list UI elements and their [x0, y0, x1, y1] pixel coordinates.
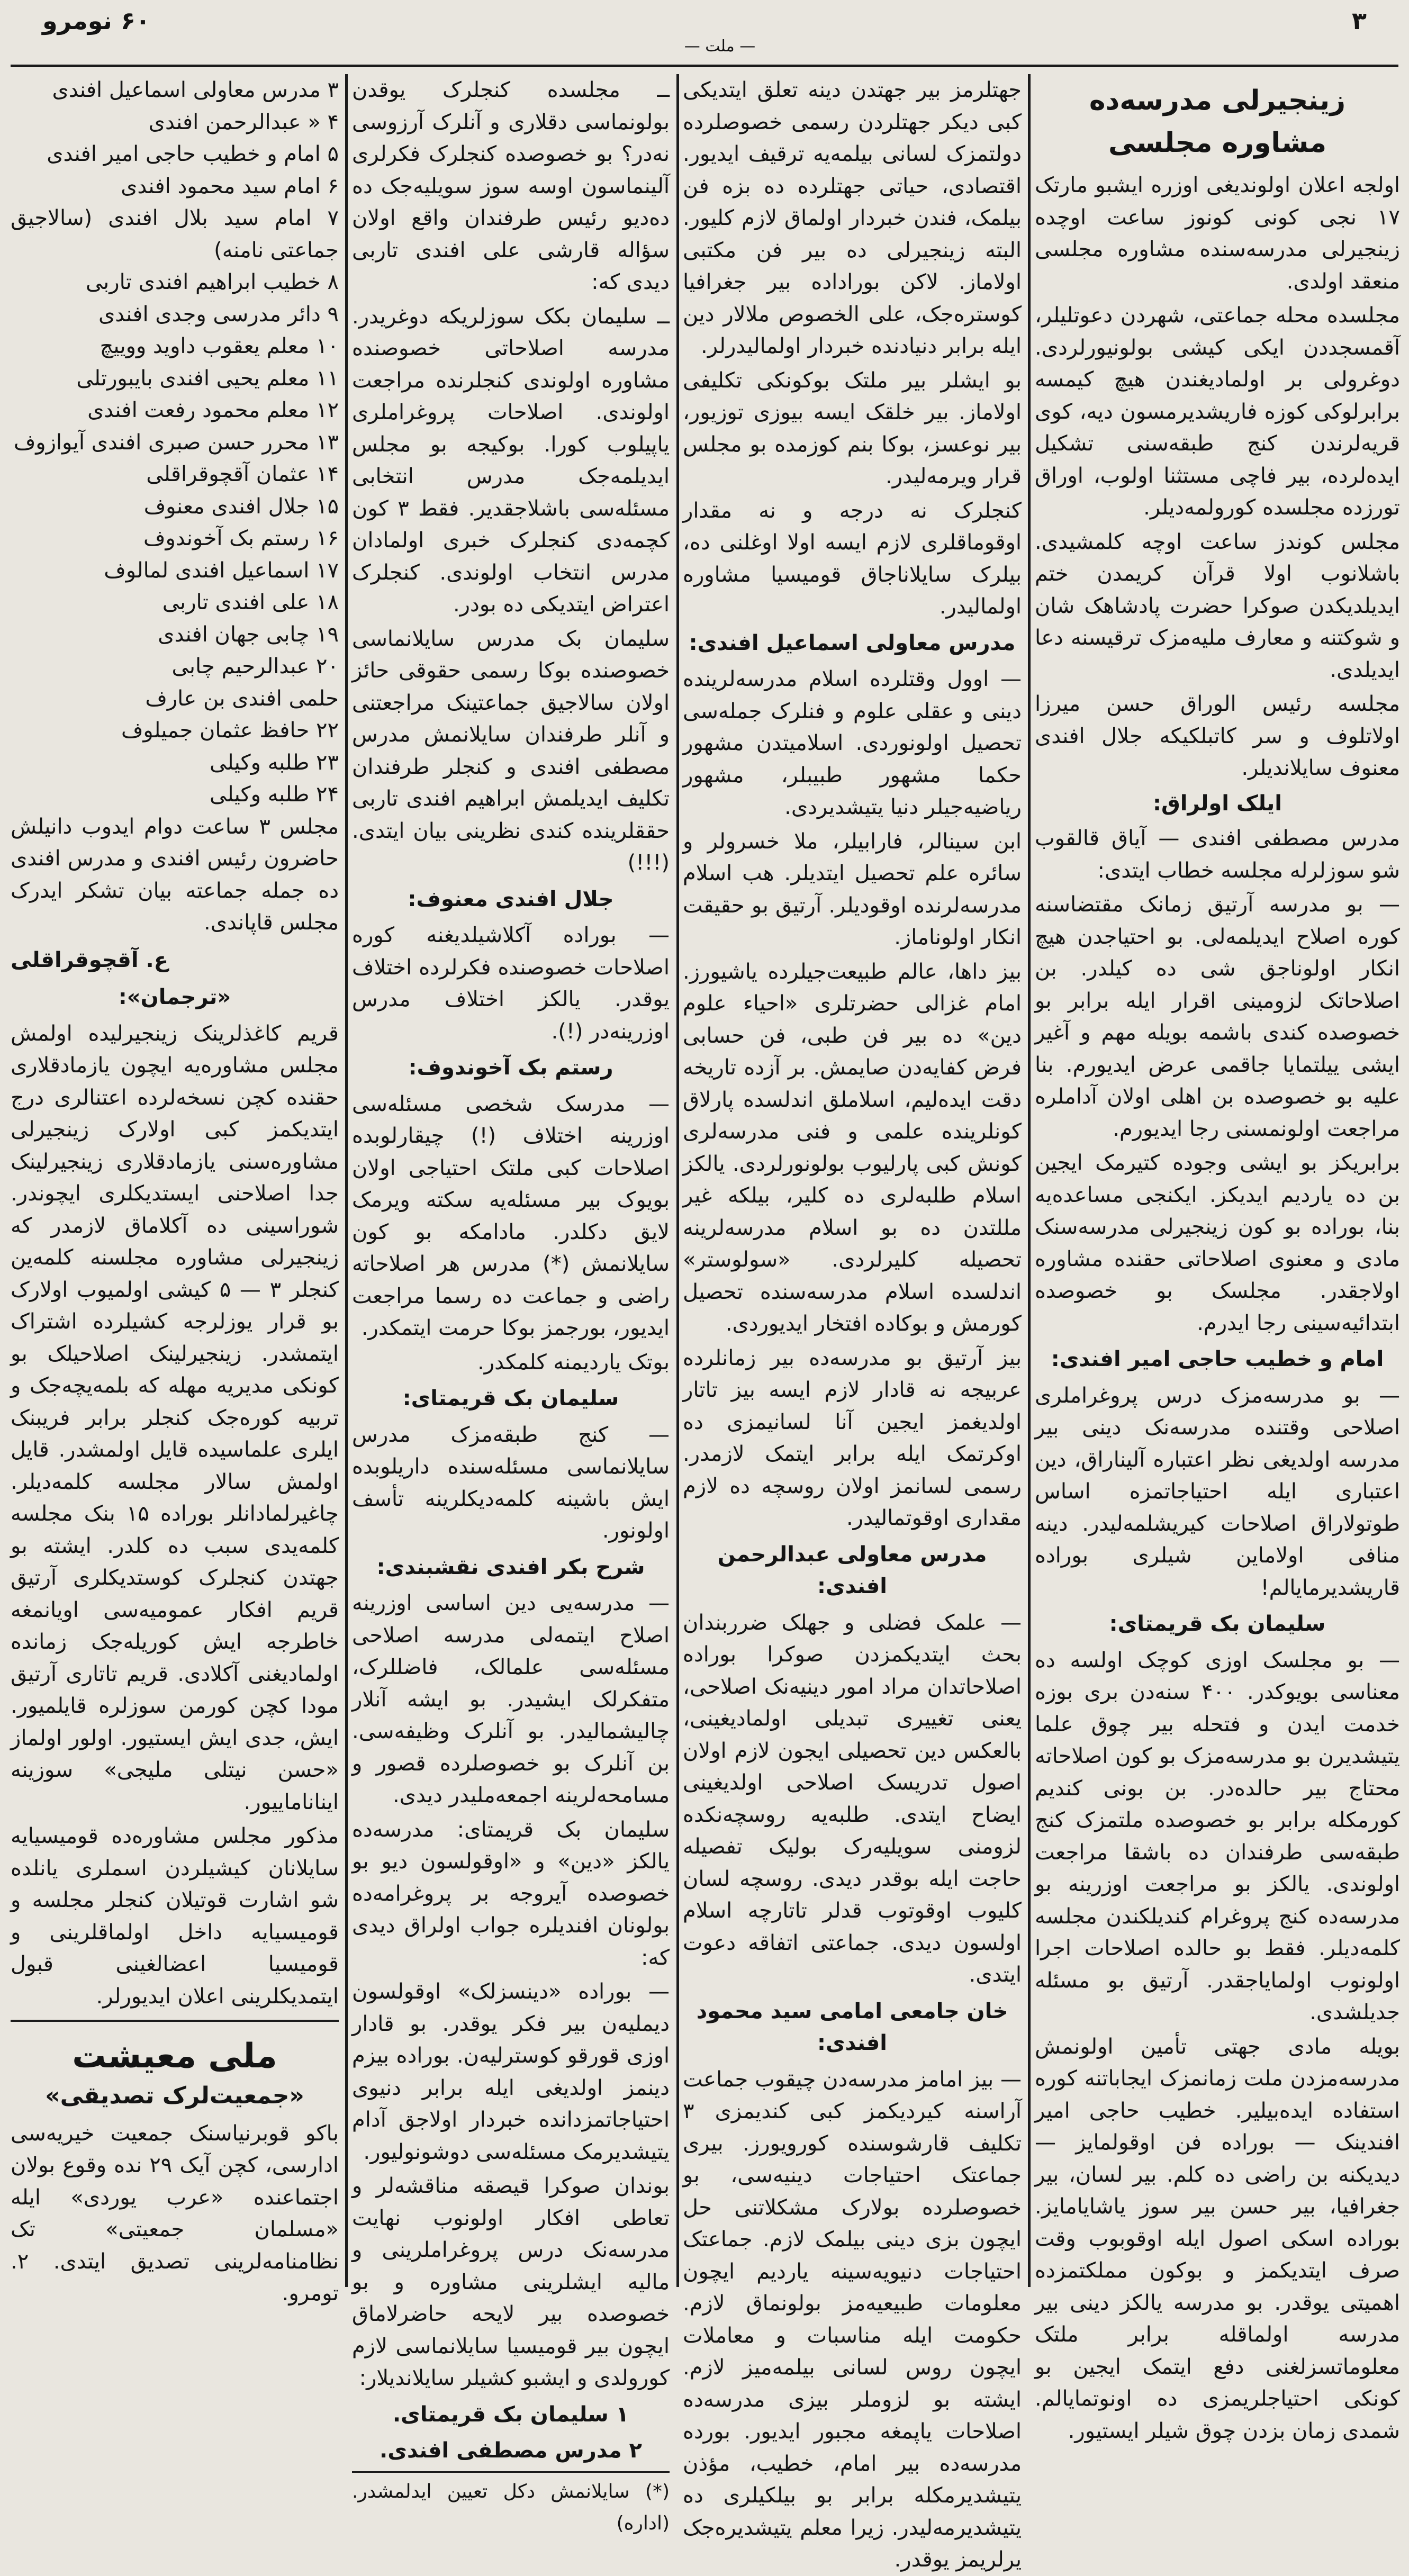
paragraph: مذکور مجلس مشاوره‌ده قومیسیایه سایلانان کیشیلردن اسملری یانلده شو اشارت قوتیلان کنجلر مجلسه و قومیسیایه داخل اولماقلرینی و قومیسیا اعضالغینی قبول ایتمدیکلرینی اعلان ایدیورلر. [11, 1824, 339, 2009]
paragraph: برابریکز بو ایشی وجوده کتیرمک ایجین بن ده یاردیم ایدیکز. ایکنجی مساعده‌یه بنا، بوراده بو کون زینجیرلی مدرسه‌سنک مادی و معنوی اصلاحاتی حقنده مشاوره اولاجقدر. مجلسک بو خصوصده ابتدائیه‌سینی رجا ایدرم. [1035, 1151, 1400, 1335]
speaker-name: خان جامعی امامی سید محمود افندی: [696, 1999, 1008, 2055]
signature: ع. آقچوقراقلی [11, 947, 169, 972]
list-item: ۸ خطیب ابراهیم افندی تاربی [85, 270, 339, 294]
paragraph: بوتک یاردیمنه کلمکدر. [477, 1350, 670, 1375]
paragraph: — بو مدرسه آرتیق زمانک مقتضاسنه کوره اصلاح ایدیلمه‌لی. بو احتیاجدن هیچ انکار اولوناجق شی ده کیلدر. بن اصلاحاتک لزومینی اقرار ایله برابر بو خصوصده کندی باشمه بویله مهم و آغیر ایشی ییلتمایا جاقمی عرض ایدیورم. بنا علیه بو خصوصده بن اهلی اولان آداملره مراجعت اولونمسنی رجا ایدیورم. [1035, 892, 1400, 1141]
column-3 [352, 74, 670, 2534]
paragraph: — مدرسه‌یی دین اساسی اوزرینه اصلاح ایتمه‌لی مدرسه اصلاحی مسئله‌سی علمالک، فاضللرک، متفکرلک ایشیدر. بو ایشه آنلار چالیشمالیدر. بو آنلرک وظیفه‌سی. بن آنلرک بو خصوصلرده قصور و مسامحه‌لرینه اجمعه‌ملیدر دیدی. [352, 1591, 670, 1807]
commission-member: ۲ مدرس مصطفی افندی. [380, 2438, 642, 2463]
speaker-name: مدرس معاولی عبدالرحمن افندی: [717, 1542, 987, 1598]
paragraph: ــ مجلسده کنجلرک یوقدن بولونماسی دقلاری و آنلرک آرزوسی نه‌در؟ بو خصوصده کنجلرک فکرلری آلینماسون اوسه سوز سویلیه‌جک ده ده‌دیو رئیس طرفندان واقع اولان سؤاله قارشی علی افندی تاربی دیدی که: [352, 78, 670, 294]
paragraph: باکو قوبرنیاسنک جمعیت خیریه‌سی ادارسی، کچن آیک ۲۹ نده وقوع بولان اجتماعنده «عرب یوردی» ایله «مسلمان جمعیتی» تک نظامنامه‌لرینی تصدیق ایتدی. ۲. تومرو. [11, 2121, 339, 2306]
list-item: ۲۳ طلبه وکیلی [209, 750, 339, 775]
paragraph: بیز آرتیق بو مدرسه‌ده بیر زمانلرده عربیجه نه قادار لازم ایسه بیز تاتار اولدیغمز ایجین آنا لسانیمزی ده اوکرتمک ایله برابر ایتمک لازمدر. رسمی لسانمز اولان روسچه ده لازم مقداری اوقوتمالیدر. [683, 1345, 1022, 1530]
paragraph: — بو مجلسک اوزی کوچک اولسه ده معنا‌سی بویوکدر. ۴۰۰ سنه‌دن بری بوزه خدمت ایدن و فتحله بیر چوق علما یتیشدیرن بو مدرسه‌مزک بو کون اصلاحاته محتاج بیر حالده‌در. بن بونی کندیم کورمکله برابر بو خصوصده ملتمزک کنج طبقه‌سی طرفندان ده باشقا مراجعت اولوندی. یالکز بو مراجعت اوزرینه بو مدرسه‌ده کنج پروغرام کندیلکندن مجلسه کلمه‌دیلر. فقط بو حالده اصلاحات اجرا اولونوب اولمایاجقدر. آرتیق بو مسئله جدیلشدی. [1035, 1648, 1400, 2024]
article-title: زینجیرلی مدرسه‌ده مشاوره مجلسی [1089, 85, 1346, 159]
list-item: ۴ « عبدالرحمن افندی [148, 110, 339, 134]
paragraph: — کنج طبقه‌مزک مدرس سایلانماسی مسئله‌سنده داریلوبده ایش باشینه کلمه‌دیکلرینه تأسف اولونور. [352, 1422, 670, 1543]
paragraph: مدرس مصطفی افندی — آیاق قالقوب شو سوزلرله مجلسه خطاب ایتدی: [1035, 826, 1400, 883]
page-number: ۳ [1351, 6, 1367, 35]
list-item: ۶ امام سید محمود افندی [121, 174, 339, 198]
paragraph: مجلسه رئیس الوراق حسن میرزا اولاتلوف و سر کاتبلکیکه جلال افندی معنوف سایلاندیلر. [1035, 692, 1400, 780]
list-item: ۱۹ چابی جهان افندی [158, 622, 339, 647]
section-subtitle: «جمعیت‌لرک تصدیقی» [45, 2082, 304, 2109]
quote-source: «ترجمان»: [118, 985, 231, 1009]
commission-member: ۱ سلیمان بک قریمتای. [392, 2402, 629, 2427]
column-2 [683, 74, 1022, 2572]
speaker-name: سلیمان بک قریمتای: [402, 1386, 619, 1411]
paragraph: بویله مادی جهتی تأمین اولونمش مدرسه‌مزدن ملت زمانمزک ایجاباتنه کوره استفاده ایده‌بیلیر. خطیب حاجی امیر افندینک — بوراده فن اوقولمایز — دیدیکنه بن راضی ده کلم. بیر لسان، بیر جغرافیا، بیر حسن بیر سوز یاشایامایز. بوراده اسکی اصول ایله اوقوبوب وقت صرف ایتدیکمز و بوکون مملکتمزده اهمیتی یوقدر. بو مدرسه یالکز دینی بیر مدرسه اولماقله برابر ملتک معلوماتسزلغنی دفع ایتمک ایجین بو کونکی احتیاجلریمزی ده اونوتمایالم. شمدی زمان بزدن چوق شیلر ایستیور. [1035, 2034, 1400, 2443]
list-item: ۱۲ معلم محمود رفعت افندی [87, 398, 339, 422]
paragraph: بوندان صوکرا قیصقه مناقشه‌لر و تعاطی افکار اولونوب نهایت مدرسه‌نک درس پروغراملرینی و مالیه ایشلرینی مشاوره و بو خصوصده بیر لایحه حاضرلاماق ایچون بیر قومیسیا سایلانماسی لازم کورولدی و ایشبو کشیلر سایلاندیلار: [352, 2174, 670, 2390]
speaker-name: شرح بکر افندی نقشبندی: [376, 1554, 645, 1579]
paragraph: مجلس ۳ ساعت دوام ایدوب دانیلش حاضرون رئیس افندی و مدرس افندی ده جمله جماعته بیان تشکر ایدرک مجلس قاپاندی. [11, 814, 339, 935]
section-divider [11, 2020, 339, 2022]
paragraph: قریم کاغذلرینک زینجیرلیده اولمش مجلس مشاوره‌یه ایچون یازمادقلاری حقنده کچن نسخه‌لرده اعتنالری درج ایتدیکمز کبی اولارک زینجیرلی مشاوره‌سنی یازمادقلاری زینجیرلینک جدا اصلاحنی ایستدیکلری ایچوندر. شوراسینی ده آکلاماق لازمدر که زینجیرلی مشاوره مجلسنه کلمه‌ین کنجلر ۳ — ۵ کیشی اولمیوب اولارک بو قرار یوزلرجه کشیلرده اشتراک ایتمشدر. زینجیرلینک اصلاحیلک بو کونکی مدیریه مهله که بلمه‌یچه‌جک و تربیه کوره‌جک کنجلر برابر فریبنک ایلری علماسیده قایل اولمشدر. قایل اولمش سالار مجلسه کلمه‌دیلر. چاغیرلمادانلر بوراده ۱۵ بنک مجلسه کلمه‌یدی سبب ده کلدر. ایشته بو جهتدن کنجلرک کوستدیکلری آرتیق قریم افکار عمومیه‌سی اویانمغه خاطرجه ایش کوریله‌جک زمانده اولمادیغنی آکلادی. قریم تاتاری آرتیق مودا کچن کورمن سوزلره قایلمیور. ایش، جدی ایش ایستیور. اولور اولماز «حسن نیتلی ملیجی» سوزینه ایناناماییور. [11, 1021, 339, 1814]
list-item: ۱۶ رستم بک آخوندوف [143, 526, 339, 550]
paragraph: اولجه اعلان اولوندیغی اوزره ایشبو مارتک ۱۷ نجی کونی کونوز ساعت اوچده زینجیرلی مدرسه‌سنده مشاوره مجلسی منعقد اولدی. [1035, 173, 1400, 294]
top-rule [11, 65, 1398, 67]
speaker-name: سلیمان بک قریمتای: [1109, 1612, 1326, 1636]
column-1 [1035, 74, 1400, 2443]
paragraph: — بوراده «دینسزلک» اوقولسون دیملیه‌ن بیر فکر یوقدر. بو قادار اوزی قورقو کوسترلیه‌ن. بوراده بیزم دینمز اولدیغی ایله برابر دنیوی احتیاجاتمزدانده خبردار اولاجق آدام یتیشدیرمک مسئله‌سی دوشونولیور. [352, 1980, 670, 2164]
paragraph: — بیز امامز مدرسه‌دن چیقوب جماعت آراسنه کیردیکمز کبی کندیمزی ۳ تکلیف قارشوسنده کورویورز. بیری جماعتک احتیاجات دینیه‌سی، بو خصوصلرده بولارک مشکلاتنی حل ایچون بزی دینی بیلمک لازم. جماعتک احتیاجات دنیویه‌سینه یاردیم ایچون معلومات طبیعیه‌مز بولونماق لازم. حکومت ایله مناسبات و معاملات ایچون روس لسانی بیلمه‌میز لازم. ایشته بو لزوملر بیزی مدرسه‌ده اصلاحات یاپمغه مجبور ایدیور. بورده مدرسه‌ده بیر امام، خطیب، مؤذن یتیشدیرمکله برابر بو بیلکیلری ده یتیشدیرمه‌لیدر. زیرا معلم یتیشدیره‌جک یرلریمز یوقدر. [683, 2067, 1022, 2572]
member-list [11, 74, 339, 811]
list-item: ۷ امام سید بلال افندی (سالاجیق جماعتی نامنه) [11, 206, 339, 263]
list-item: ۲۰ عبدالرحیم چابی [171, 654, 339, 679]
speaker-name: امام و خطیب حاجی امیر افندی: [1051, 1347, 1384, 1371]
paragraph: جهتلرمز بیر جهتدن دینه تعلق ایتدیکی کبی دیکر جهتلردن رسمی خصوصلرده دولتمزک لسانی بیلمه‌یه ترقیف ایدیور. اقتصادی، حیاتی جهتلرده ده بزه فن بیلمک، فندن خبردار اولماق لازم کلیور. البته زینجیرلی ده بیر فن مکتبی اولاماز. لاکن بوراداده بیر جغرافیا کوستره‌جک، علی الخصوص ملالار دین ایله برابر دنیادنده خبردار اولمالیدرلر. [683, 78, 1022, 358]
paragraph: سلیمان بک قریمتای: مدرسه‌ده یالکز «دین» و «اوقولسون دیو بو خصوصده آیروجه بر پروغرامه‌ده بولونان افندیلره جواب اولراق دیدی که: [352, 1817, 670, 1970]
paragraph: سلیمان بک مدرس سایلانماسی خصوصنده بوکا رسمی حقوقی حائز اولان سالاجیق جماعتینک مراجعتنی و آنلر طرفندان سایلانمش مدرس مصطفی افندی و کنجلر طرفندان تکلیف ایدیلمش ابراهیم افندی تاربی حققلرینده کندی نظرینی بیان ایتدی.(!!!) [352, 626, 670, 875]
list-item: ۱۸ علی افندی تاربی [162, 590, 339, 614]
list-item: ۲۲ حافظ عثمان جمیلوف [121, 718, 339, 743]
issue-number: ۶۰ نومرو [42, 6, 150, 35]
paragraph: — بوراده آکلاشیلدیغنه کوره اصلاحات خصوصنده فکرلرده اختلاف یوقدر. یالکز اختلاف مدرس اوزرینه‌در (!). [352, 923, 670, 1044]
paragraph: مجلس کوندز ساعت اوچه کلمشیدی. باشلانوب اولا قرآن کریمدن ختم ایدیلدیکدن صوکرا حضرت پادشاهک شان و شوکتنه و معارف ملیه‌مزک ترقیسنه دعا ایدیلدی. [1035, 529, 1400, 682]
column-divider [676, 74, 679, 2287]
masthead-ornament: — ملت — [684, 37, 756, 56]
list-item: ۱۴ عثمان آقچوقراقلی [146, 462, 339, 486]
column-4 [11, 74, 339, 2306]
paragraph: — مدرسک شخصی مسئله‌سی اوزرینه اختلاف (!) چیقارلوبده اصلاحات کبی ملتک احتیاجی اولان بویوک بیر مسئله‌یه سکته ویرمک لایق دکلدر. مادامکه بو کون سایلانمش (*) مدرس هر اصلاحاته راضی و جماعت ده رسما مراجعت ایدیور، بورجمز بوکا حرمت ایتمکدر. [352, 1091, 670, 1340]
paragraph: بو ایشلر بیر ملتک بوکونکی تکلیفی اولاماز. بیر خلقک ایسه بیوزی توزیور، بیر نوعسز، بوکا بنم کوزمده بو مجلس قرار ویرمه‌لیدر. [683, 368, 1022, 489]
paragraph: — علمک فضلی و جهلک ضرربندان بحث ایتدیکمزدن صوکرا بوراده اصلاحاتدان مراد امور دینیه‌نک اصلاحی، یعنی تغییری تبدیلی اولمادیغینی، بالعکس دین تحصیلی ایجون لازم اولان اصول تدریسک اصلاحی اولدیغینی ایضاح ایتدی. طلبه‌یه روسچه‌نکده لزومنی سویلیه‌رک بولیک تفصیله حاجت ایله بوقدر دیدی. روسچه لسان کلیوب اوقوتوب قدلر تاتارچه اسلام اولسون دیدی. جماعتی اتفاقه دعوت ایتدی. [683, 1610, 1022, 1987]
speaker-name: رستم بک آخوندوف: [408, 1055, 613, 1080]
list-item: ۹ دائر مدرسی وجدی افندی [98, 302, 339, 327]
speaker-name: جلال افندی معنوف: [408, 887, 614, 911]
list-item: ۳ مدرس معاولی اسماعیل افندی [52, 78, 339, 102]
list-item: حلمی افندی بن عارف [145, 686, 339, 711]
paragraph: — بو مدرسه‌مزک درس پروغراملری اصلاحی وقتنده مدرسه‌نک دینی بیر مدرسه اولدیغی نظر اعتباره آلیناراق، دین اعتباری ایله احتیاجاتمزه اساس طوتولاراق اصلاحات کیریشلمه‌لیدر. دینه منافی اولاماین شیلری بوراده قاریشدیرمایالم! [1035, 1383, 1400, 1600]
list-item: ۲۴ طلبه وکیلی [209, 782, 339, 807]
list-item: ۱۳ محرر حسن صبری افندی آیوازوف [13, 430, 339, 455]
paragraph: — اوول وقتلرده اسلام مدرسه‌لرینده دینی و عقلی علوم و فنلرک جمله‌سی تحصیل اولونوردی. اسلامیتدن مشهور حکما مشهور طبیبلر، مشهور ریاضیه‌جیلر دنیا یتیشدیردی. [683, 667, 1022, 819]
list-item: ۵ امام و خطیب حاجی امیر افندی [47, 142, 339, 166]
list-item: ۱۵ جلال افندی معنوف [143, 494, 339, 519]
paragraph: ــ سلیمان بکک سوزلریکه دوغریدر. مدرسه اصلاحاتی خصوصنده مشاوره اولوندی کنجلرنده مراجعت اولوندی. اصلاحات پروغراملری یاپیلوب کورا. بوکیجه بو مجلس ایدیلمه‌جک مدرس انتخابی مسئله‌سی باشلاجقدیر. فقط ۳ کون کچمه‌دی کنجلرک خبری اولمادان مدرس انتخاب اولوندی. کنجلرک اعتراض ایتدیکی ده بودر. [352, 304, 670, 617]
paragraph: بیز داها، عالم طبیعت‌جیلرده یاشیورز. امام غزالی حضرتلری «احیاء علوم دین» ده بیر فن طبی، فن حسابی فرض کفایه‌دن صایمش. بر آزده تاریخه دقت ایده‌لیم، اسلاملق اندلسده پارلاق کونلرینده علمی و فنی مدرسه‌لری کونش کبی پارلیوب بولونورلردی. یالکز اسلام طلبه‌لری ده کلیر، بیلکه غیر مللتدن ده بو اسلام مدرسه‌لرینه تحصیله کلیرلردی. «سولوستر» اندلسده اسلام مدرسه‌سنده تحصیل کورمش و بوکاده افتخار ایدیوردی. [683, 959, 1022, 1336]
paragraph: ابن سینالر، فارابیلر، ملا خسرولر و سائره علم تحصیل ایتدیلر. هب اسلام مدرسه‌لرنده اوقودیلر. آرتیق بو حقیقت انکار اولوناماز. [683, 829, 1022, 950]
list-item: ۱۷ اسماعیل افندی لمالوف [104, 558, 339, 583]
list-item: ۱۰ معلم یعقوب داوید ووییچ [100, 334, 339, 358]
speaker-name: مدرس معاولی اسماعیل افندی: [689, 630, 1016, 655]
footnote: (*) سایلانمش دکل تعیین ایدلمشدر. (اداره) [352, 2471, 670, 2540]
subheading: ایلک اولراق: [1153, 791, 1282, 816]
list-item: ۱۱ معلم یحیی افندی بایبورتلی [76, 366, 339, 391]
section-title: ملی معیشت [72, 2037, 277, 2076]
column-divider [345, 74, 348, 2287]
commission-list [352, 2399, 670, 2467]
column-divider [1028, 74, 1031, 2287]
paragraph: مجلسده محله جماعتی، شهردن دعوتلیلر، آقمسجددن ایکی کیشی بولونیورلردی. دوغرولی بر اولمادیغندن هیچ کیمسه برابرلوکی کوزه فاریشدیرمسون دیه، کوی قریه‌لرندن کنج طبقه‌سنی تشکیل ایده‌لرده، بیر فاچی مستثنا اولوب، اوراق تورزده مجلسده کورولمه‌دیلر. [1035, 303, 1400, 520]
paragraph: کنجلرک نه درجه و نه مقدار اوقوماقلری لازم ایسه اولا اوغلنی ده، بیلرک سایلاناجاق قومیسیا مشاوره اولمالیدر. [683, 498, 1022, 619]
